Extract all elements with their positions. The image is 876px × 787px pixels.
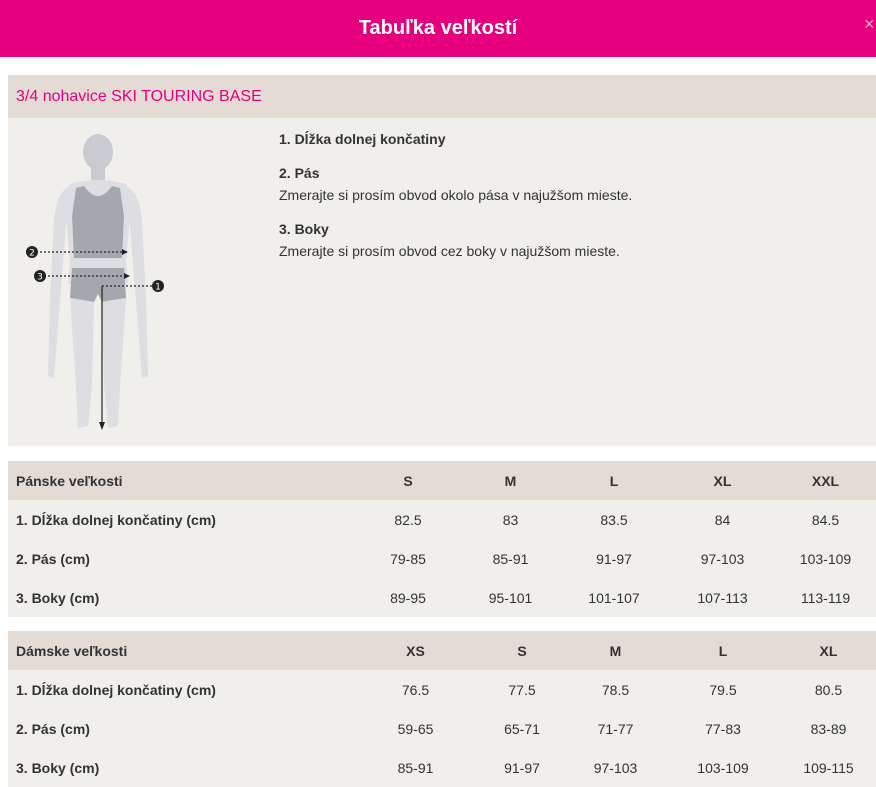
size-header: L [558,461,670,500]
table-cell: 95-101 [488,589,533,606]
figure-left-leg [70,298,94,428]
table-cell: 83.5 [600,511,628,528]
instruction-waist [279,162,859,206]
table-header-row [8,631,876,670]
table-row [8,748,876,787]
size-header: S [478,631,566,670]
table-cell: 85-91 [397,759,434,776]
size-header: L [665,631,781,670]
marker-1-label: 1 [155,282,161,293]
body-figure-illustration [18,126,168,438]
table-cell: 103-109 [799,550,852,567]
row-label: 3. Boky (cm) [16,589,100,606]
size-header: XS [353,631,478,670]
instruction-title: 1. Dĺžka dolnej končatiny [279,131,446,147]
table-cell: 77-83 [705,720,741,737]
table-cell: 97-103 [593,759,638,776]
table-row [8,500,876,539]
marker-2-label: 2 [29,248,35,259]
table-cell: 85-91 [492,550,529,567]
measurement-guide [8,118,876,446]
table-cell: 91-97 [504,759,540,776]
table-row [8,578,876,617]
modal-header [0,0,876,57]
table-cell: 65-71 [504,720,540,737]
figure-neck [91,166,105,180]
row-label: 3. Boky (cm) [16,759,100,776]
men-size-table [8,461,876,617]
women-table-heading: Dámske veľkosti [8,631,353,670]
row-label: 1. Dĺžka dolnej končatiny (cm) [16,511,216,528]
figure-right-arm [126,186,148,378]
table-cell: 83 [502,511,519,528]
table-row [8,709,876,748]
table-cell: 107-113 [697,589,748,606]
table-cell: 79.5 [709,681,737,698]
table-cell: 91-97 [596,550,632,567]
table-cell: 109-115 [803,759,854,776]
table-cell: 113-119 [800,589,851,606]
table-cell: 78.5 [601,681,630,698]
instruction-title: 3. Boky [279,221,329,237]
table-header-row [8,461,876,500]
row-label: 2. Pás (cm) [16,720,90,737]
men-table-heading: Pánske veľkosti [8,461,353,500]
table-cell: 84 [714,511,731,528]
table-cell: 103-109 [697,759,749,776]
product-title: 3/4 nohavice SKI TOURING BASE [16,87,262,105]
table-row [8,539,876,578]
size-header: M [566,631,665,670]
table-cell: 83-89 [810,720,847,737]
measurement-instructions [279,128,859,274]
table-cell: 80.5 [814,681,843,698]
size-header: M [463,461,558,500]
size-header: S [353,461,463,500]
table-cell: 76.5 [401,681,430,698]
table-cell: 84.5 [811,511,840,528]
instruction-leg-length [279,128,859,150]
size-header: XXL [775,461,876,500]
figure-tank-top [72,186,124,258]
product-title-bar [8,75,876,118]
table-cell: 77.5 [508,681,536,698]
table-cell: 82.5 [394,511,422,528]
row-label: 2. Pás (cm) [16,550,90,567]
modal-title: Tabuľka veľkostí [358,17,518,39]
size-header: XL [781,631,876,670]
table-cell: 79-85 [390,550,426,567]
table-cell: 97-103 [700,550,745,567]
table-cell: 101-107 [588,589,640,606]
figure-head [83,134,113,170]
close-icon[interactable]: × [864,14,875,34]
instruction-hips [279,218,859,262]
figure-right-leg [102,298,126,428]
marker-3-label: 3 [37,272,43,283]
figure-shorts [70,268,126,302]
women-size-table [8,631,876,787]
instruction-description: Zmerajte si prosím obvod cez boky v najužšom mieste. [279,243,620,259]
table-cell: 89-95 [390,589,426,606]
table-cell: 59-65 [397,720,434,737]
instruction-description: Zmerajte si prosím obvod okolo pása v najužšom mieste. [279,187,633,203]
size-header: XL [670,461,775,500]
table-cell: 71-77 [597,720,634,737]
table-row [8,670,876,709]
row-label: 1. Dĺžka dolnej končatiny (cm) [16,681,216,698]
instruction-title: 2. Pás [279,165,320,181]
figure-left-arm [48,186,70,378]
